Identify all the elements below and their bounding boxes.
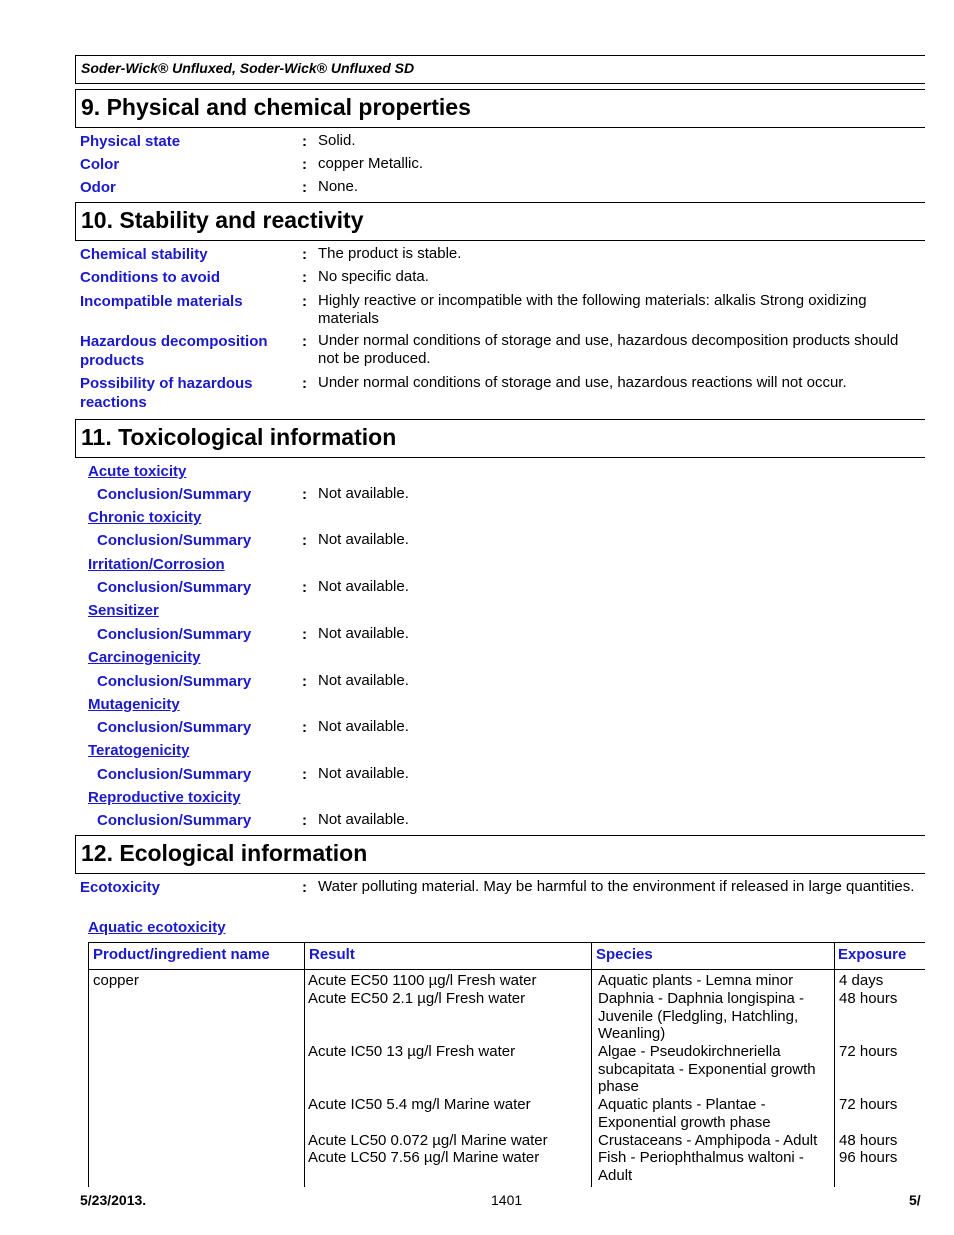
exposure-cell: 72 hours bbox=[839, 1096, 898, 1113]
conclusion-summary-label: Conclusion/Summary bbox=[97, 719, 252, 736]
column-header-exposure: Exposure bbox=[838, 946, 907, 963]
colon: : bbox=[302, 375, 307, 392]
exposure-cell: 4 days bbox=[839, 972, 884, 989]
chemical-stability-value: The product is stable. bbox=[318, 245, 462, 262]
colon: : bbox=[302, 293, 307, 310]
footer-code: 1401 bbox=[491, 1192, 523, 1208]
table-column-divider bbox=[834, 942, 835, 1187]
colon: : bbox=[302, 579, 307, 596]
colon: : bbox=[302, 719, 307, 736]
teratogenicity-link[interactable]: Teratogenicity bbox=[88, 742, 190, 759]
species-cell: Daphnia - Daphnia longispina - Juvenile (Fledgling, Hatchling, Weanling) bbox=[598, 990, 804, 1042]
colon: : bbox=[302, 766, 307, 783]
conclusion-summary-value: Not available. bbox=[318, 811, 409, 828]
species-cell: Aquatic plants - Lemna minor bbox=[598, 972, 794, 989]
chronic-toxicity-link[interactable]: Chronic toxicity bbox=[88, 509, 202, 526]
conclusion-summary-value: Not available. bbox=[318, 765, 409, 782]
result-cell: Acute EC50 1100 µg/l Fresh water bbox=[308, 972, 537, 989]
physical-state-label: Physical state bbox=[80, 133, 181, 150]
result-cell: Acute EC50 2.1 µg/l Fresh water bbox=[308, 990, 526, 1007]
table-header-divider bbox=[88, 969, 925, 970]
product-name: Soder-Wick® Unfluxed, Soder-Wick® Unfluxed SD bbox=[81, 60, 415, 76]
colon: : bbox=[302, 156, 307, 173]
irritation-corrosion-link[interactable]: Irritation/Corrosion bbox=[88, 556, 225, 573]
table-column-divider bbox=[591, 942, 592, 1187]
odor-value: None. bbox=[318, 178, 359, 195]
colon: : bbox=[302, 626, 307, 643]
conditions-to-avoid-label: Conditions to avoid bbox=[80, 269, 220, 286]
conclusion-summary-label: Conclusion/Summary bbox=[97, 486, 252, 503]
colon: : bbox=[302, 532, 307, 549]
ingredient-name: copper bbox=[93, 972, 139, 989]
hazardous-reactions-value: Under normal conditions of storage and use, hazardous reactions will not occur. bbox=[318, 374, 847, 391]
section-9-title: 9. Physical and chemical properties bbox=[81, 94, 471, 120]
conclusion-summary-label: Conclusion/Summary bbox=[97, 673, 252, 690]
species-cell: Algae - Pseudokirchneriella subcapitata - Exponential growth phase bbox=[598, 1043, 816, 1095]
exposure-cell: 48 hours bbox=[839, 990, 898, 1007]
conclusion-summary-label: Conclusion/Summary bbox=[97, 532, 252, 549]
acute-toxicity-link[interactable]: Acute toxicity bbox=[88, 463, 187, 480]
colon: : bbox=[302, 812, 307, 829]
colon: : bbox=[302, 179, 307, 196]
conclusion-summary-value: Not available. bbox=[318, 672, 409, 689]
result-cell: Acute IC50 5.4 mg/l Marine water bbox=[308, 1096, 531, 1113]
physical-state-value: Solid. bbox=[318, 132, 356, 149]
footer-page-number: 5/ bbox=[909, 1192, 921, 1208]
colon: : bbox=[302, 333, 307, 350]
conclusion-summary-value: Not available. bbox=[318, 485, 409, 502]
section-10-title: 10. Stability and reactivity bbox=[81, 207, 364, 233]
colon: : bbox=[302, 133, 307, 150]
conditions-to-avoid-value: No specific data. bbox=[318, 268, 429, 285]
aquatic-ecotoxicity-link[interactable]: Aquatic ecotoxicity bbox=[88, 919, 226, 936]
hazardous-decomposition-value: Under normal conditions of storage and use, hazardous decomposition products should not be produced. bbox=[318, 332, 899, 367]
sensitizer-link[interactable]: Sensitizer bbox=[88, 602, 159, 619]
species-cell: Fish - Periophthalmus waltoni - Adult bbox=[598, 1149, 804, 1184]
aquatic-ecotoxicity-table bbox=[88, 942, 925, 1187]
color-label: Color bbox=[80, 156, 120, 173]
table-top-border bbox=[88, 942, 925, 943]
table-column-divider bbox=[304, 942, 305, 1187]
conclusion-summary-label: Conclusion/Summary bbox=[97, 812, 252, 829]
conclusion-summary-value: Not available. bbox=[318, 718, 409, 735]
carcinogenicity-link[interactable]: Carcinogenicity bbox=[88, 649, 201, 666]
mutagenicity-link[interactable]: Mutagenicity bbox=[88, 696, 180, 713]
conclusion-summary-value: Not available. bbox=[318, 625, 409, 642]
incompatible-materials-label: Incompatible materials bbox=[80, 293, 243, 310]
incompatible-materials-value: Highly reactive or incompatible with the following materials: alkalis Strong oxidizing materials bbox=[318, 292, 867, 327]
conclusion-summary-label: Conclusion/Summary bbox=[97, 626, 252, 643]
conclusion-summary-label: Conclusion/Summary bbox=[97, 579, 252, 596]
colon: : bbox=[302, 269, 307, 286]
reproductive-toxicity-link[interactable]: Reproductive toxicity bbox=[88, 789, 241, 806]
exposure-cell: 96 hours bbox=[839, 1149, 898, 1166]
colon: : bbox=[302, 673, 307, 690]
colon: : bbox=[302, 486, 307, 503]
odor-label: Odor bbox=[80, 179, 116, 196]
result-cell: Acute LC50 0.072 µg/l Marine water bbox=[308, 1132, 548, 1149]
section-12-title: 12. Ecological information bbox=[81, 840, 368, 866]
table-column-divider bbox=[88, 942, 89, 1187]
exposure-cell: 72 hours bbox=[839, 1043, 898, 1060]
ecotoxicity-label: Ecotoxicity bbox=[80, 879, 161, 896]
column-header-species: Species bbox=[596, 946, 653, 963]
result-cell: Acute LC50 7.56 µg/l Marine water bbox=[308, 1149, 540, 1166]
section-11-title: 11. Toxicological information bbox=[81, 424, 397, 450]
conclusion-summary-value: Not available. bbox=[318, 531, 409, 548]
colon: : bbox=[302, 879, 307, 896]
footer-date: 5/23/2013. bbox=[80, 1192, 147, 1208]
column-header-result: Result bbox=[309, 946, 355, 963]
species-cell: Aquatic plants - Plantae - Exponential growth phase bbox=[598, 1096, 771, 1131]
conclusion-summary-label: Conclusion/Summary bbox=[97, 766, 252, 783]
hazardous-reactions-label: Possibility of hazardous reactions bbox=[80, 375, 253, 411]
ecotoxicity-value: Water polluting material. May be harmful to the environment if released in large quantities. bbox=[318, 878, 915, 895]
conclusion-summary-value: Not available. bbox=[318, 578, 409, 595]
result-cell: Acute IC50 13 µg/l Fresh water bbox=[308, 1043, 516, 1060]
hazardous-decomposition-label: Hazardous decomposition products bbox=[80, 333, 268, 369]
colon: : bbox=[302, 246, 307, 263]
exposure-cell: 48 hours bbox=[839, 1132, 898, 1149]
species-cell: Crustaceans - Amphipoda - Adult bbox=[598, 1132, 818, 1149]
chemical-stability-label: Chemical stability bbox=[80, 246, 208, 263]
column-header-ingredient: Product/ingredient name bbox=[93, 946, 270, 963]
color-value: copper Metallic. bbox=[318, 155, 424, 172]
